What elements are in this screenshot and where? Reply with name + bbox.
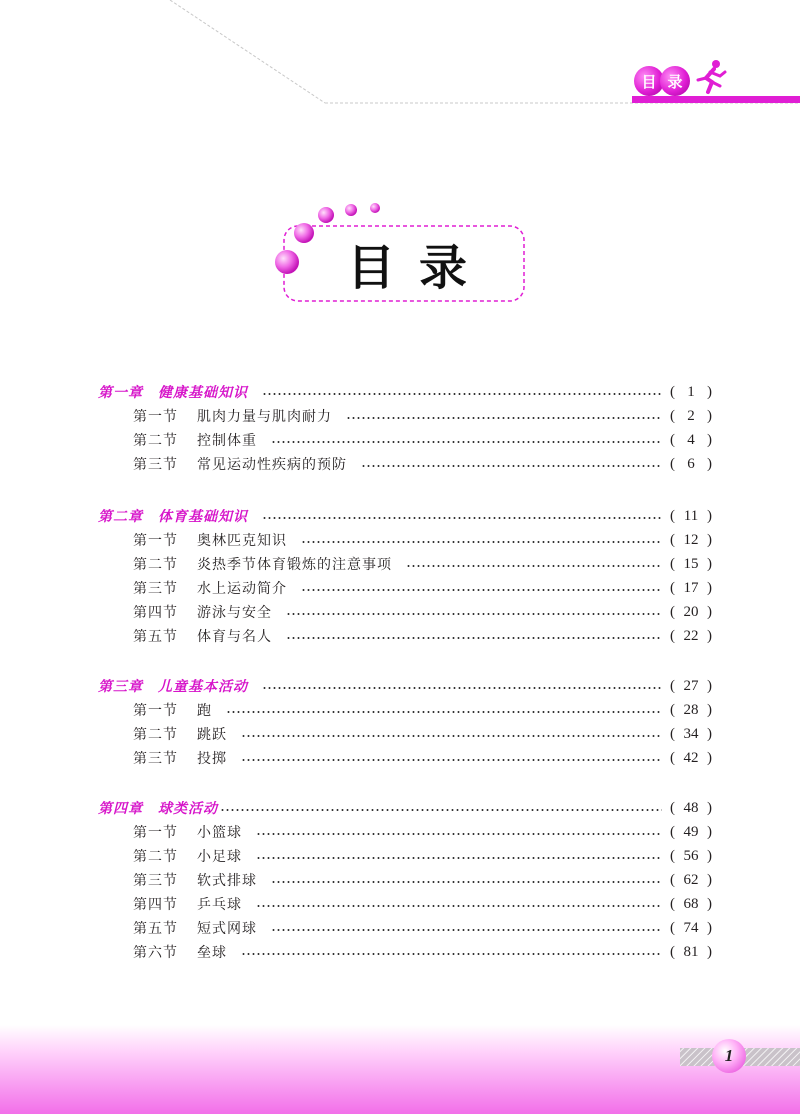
page-number: 68: [683, 895, 699, 912]
toc-chapter[interactable]: [98, 797, 712, 819]
page-ref: ( 42 ): [670, 749, 712, 766]
page-ref: ( 56 ): [670, 847, 712, 864]
page-number: 1: [687, 383, 695, 400]
dot-leader: [301, 541, 662, 543]
chapter-title: 球类活动: [158, 801, 218, 817]
toc-section[interactable]: [133, 869, 712, 891]
page-ref: ( 48 ): [670, 799, 712, 816]
page-number: 62: [683, 871, 699, 888]
page-number: 22: [683, 627, 699, 644]
section-title: 水上运动简介: [197, 581, 287, 597]
section-number: 第三节: [133, 873, 178, 889]
dot-leader: [301, 589, 662, 591]
page-ref: ( 34 ): [670, 725, 712, 742]
dot-leader: [241, 953, 662, 955]
dot-leader: [262, 393, 662, 395]
section-title: 游泳与安全: [197, 605, 272, 621]
dot-leader: [256, 905, 662, 907]
section-title: 小足球: [197, 849, 242, 865]
page-number: 4: [687, 431, 695, 448]
dot-leader: [256, 833, 662, 835]
page-number: 6: [687, 455, 695, 472]
toc-section[interactable]: [133, 453, 712, 475]
page-ref: ( 1 ): [670, 383, 712, 400]
chapter-title: 儿童基本活动: [158, 679, 248, 695]
section-number: 第五节: [133, 629, 178, 645]
toc-section[interactable]: [133, 917, 712, 939]
page-ref: ( 17 ): [670, 579, 712, 596]
section-title: 小篮球: [197, 825, 242, 841]
section-title: 跑: [197, 703, 212, 719]
section-number: 第四节: [133, 897, 178, 913]
dot-leader: [361, 465, 662, 467]
page-number: 27: [683, 677, 699, 694]
chapter-title: 健康基础知识: [158, 385, 248, 401]
chapter-number: 第二章: [98, 509, 143, 525]
page-number: 28: [683, 701, 699, 718]
dot-leader: [256, 857, 662, 859]
page-number: 15: [683, 555, 699, 572]
toc-section[interactable]: [133, 893, 712, 915]
page-number: 48: [683, 799, 699, 816]
toc-section[interactable]: [133, 405, 712, 427]
page-ref: ( 49 ): [670, 823, 712, 840]
page-ref: ( 12 ): [670, 531, 712, 548]
page-ref: ( 4 ): [670, 431, 712, 448]
toc-section[interactable]: [133, 941, 712, 963]
page-number: 34: [683, 725, 699, 742]
page-ref: ( 11 ): [670, 507, 712, 524]
page-ref: ( 20 ): [670, 603, 712, 620]
section-title: 乒乓球: [197, 897, 242, 913]
page-ref: ( 22 ): [670, 627, 712, 644]
toc-section[interactable]: [133, 747, 712, 769]
dot-leader: [271, 929, 662, 931]
page-number: 49: [683, 823, 699, 840]
page-ref: ( 15 ): [670, 555, 712, 572]
section-number: 第二节: [133, 557, 178, 573]
section-title: 垒球: [197, 945, 227, 961]
toc-chapter[interactable]: [98, 505, 712, 527]
toc-section[interactable]: [133, 845, 712, 867]
section-title: 常见运动性疾病的预防: [197, 457, 347, 473]
page-number: 81: [683, 943, 699, 960]
toc-chapter[interactable]: [98, 675, 712, 697]
dot-leader: [241, 735, 662, 737]
section-title: 软式排球: [197, 873, 257, 889]
toc-section[interactable]: [133, 699, 712, 721]
chapter-number: 第三章: [98, 679, 143, 695]
page-ref: ( 6 ): [670, 455, 712, 472]
page-number: 11: [683, 507, 699, 524]
dot-leader: [220, 809, 662, 811]
page-ref: ( 27 ): [670, 677, 712, 694]
page-ref: ( 2 ): [670, 407, 712, 424]
header-decoration: [0, 0, 800, 120]
dot-leader: [226, 711, 662, 713]
dot-leader: [262, 687, 662, 689]
section-title: 投掷: [197, 751, 227, 767]
section-number: 第二节: [133, 433, 178, 449]
page-number: 17: [683, 579, 699, 596]
toc-chapter[interactable]: [98, 381, 712, 403]
section-title: 跳跃: [197, 727, 227, 743]
page-number: 20: [683, 603, 699, 620]
dot-leader: [406, 565, 662, 567]
section-title: 肌肉力量与肌肉耐力: [197, 409, 332, 425]
toc-section[interactable]: [133, 821, 712, 843]
header-badge-lu: 录: [660, 66, 690, 96]
section-number: 第三节: [133, 751, 178, 767]
page-ref: ( 28 ): [670, 701, 712, 718]
chapter-number: 第四章: [98, 801, 143, 817]
dot-leader: [346, 417, 662, 419]
section-title: 短式网球: [197, 921, 257, 937]
section-number: 第二节: [133, 727, 178, 743]
dot-leader: [262, 517, 662, 519]
header-badge-mu: 目: [634, 66, 664, 96]
chapter-number: 第一章: [98, 385, 143, 401]
dot-leader: [271, 441, 662, 443]
dot-leader: [286, 637, 662, 639]
page-number: 2: [687, 407, 695, 424]
toc-section[interactable]: [133, 577, 712, 599]
toc-section[interactable]: [133, 429, 712, 451]
page-number: 42: [683, 749, 699, 766]
section-title: 体育与名人: [197, 629, 272, 645]
page-ref: ( 68 ): [670, 895, 712, 912]
toc-section[interactable]: [133, 723, 712, 745]
section-number: 第一节: [133, 533, 178, 549]
section-number: 第四节: [133, 605, 178, 621]
dot-leader: [286, 613, 662, 615]
page-ref: ( 81 ): [670, 943, 712, 960]
toc-section[interactable]: [133, 529, 712, 551]
page-number: 74: [683, 919, 699, 936]
section-number: 第一节: [133, 409, 178, 425]
toc-section[interactable]: [133, 601, 712, 623]
section-number: 第二节: [133, 849, 178, 865]
page-title: 目录: [346, 239, 491, 296]
section-number: 第三节: [133, 457, 178, 473]
section-number: 第六节: [133, 945, 178, 961]
section-number: 第五节: [133, 921, 178, 937]
dot-leader: [241, 759, 662, 761]
section-number: 第三节: [133, 581, 178, 597]
page-number: 12: [683, 531, 699, 548]
page-number: 56: [683, 847, 699, 864]
section-title: 奥林匹克知识: [197, 533, 287, 549]
toc-section[interactable]: [133, 625, 712, 647]
section-title: 控制体重: [197, 433, 257, 449]
section-number: 第一节: [133, 825, 178, 841]
page-ref: ( 74 ): [670, 919, 712, 936]
toc-section[interactable]: [133, 553, 712, 575]
section-title: 炎热季节体育锻炼的注意事项: [197, 557, 392, 573]
page-ref: ( 62 ): [670, 871, 712, 888]
section-number: 第一节: [133, 703, 178, 719]
runner-icon: [690, 58, 730, 98]
page-number-badge: 1: [712, 1039, 746, 1073]
chapter-title: 体育基础知识: [158, 509, 248, 525]
dot-leader: [271, 881, 662, 883]
